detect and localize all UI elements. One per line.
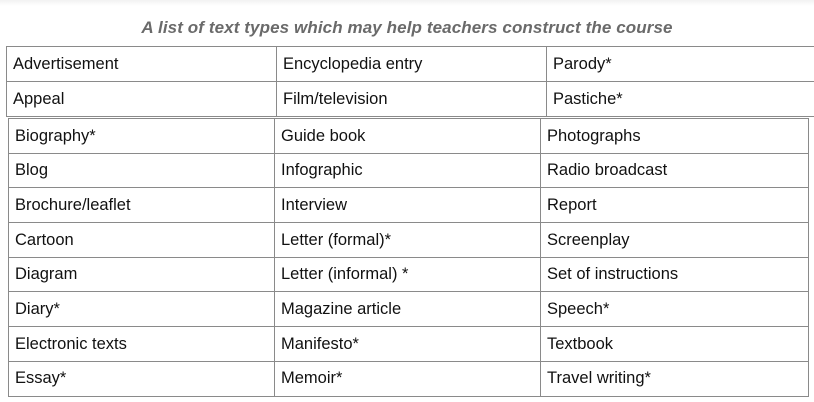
table-cell: Set of instructions <box>541 257 809 292</box>
table-cell: Screenplay <box>541 223 809 258</box>
table-cell: Memoir* <box>275 361 541 396</box>
table-caption: A list of text types which may help teachers construct the course <box>141 18 673 37</box>
text-types-table-lower <box>8 118 809 397</box>
table-cell: Textbook <box>541 327 809 362</box>
table-cell: Guide book <box>275 119 541 154</box>
table-row <box>9 119 809 154</box>
text-types-table-upper <box>6 46 814 117</box>
table-row <box>9 292 809 327</box>
table-cell: Photographs <box>541 119 809 154</box>
table-row <box>7 47 814 82</box>
table-cell: Manifesto* <box>275 327 541 362</box>
table-row <box>9 327 809 362</box>
table-cell: Interview <box>275 188 541 223</box>
table-cell: Report <box>541 188 809 223</box>
top-edge-strip <box>0 0 814 6</box>
table-cell: Diary* <box>9 292 275 327</box>
table-cell: Encyclopedia entry <box>277 47 547 82</box>
table-cell: Biography* <box>9 119 275 154</box>
table-cell: Blog <box>9 153 275 188</box>
table-cell: Diagram <box>9 257 275 292</box>
table-row <box>7 82 814 117</box>
table-cell: Cartoon <box>9 223 275 258</box>
table-cell: Radio broadcast <box>541 153 809 188</box>
table-cell: Speech* <box>541 292 809 327</box>
table-cell: Film/television <box>277 82 547 117</box>
table-row <box>9 153 809 188</box>
table-cell: Essay* <box>9 361 275 396</box>
table-cell: Electronic texts <box>9 327 275 362</box>
table-cell: Infographic <box>275 153 541 188</box>
table-cell: Travel writing* <box>541 361 809 396</box>
table-row <box>9 188 809 223</box>
table-cell: Letter (informal) * <box>275 257 541 292</box>
table-cell: Magazine article <box>275 292 541 327</box>
table-cell: Appeal <box>7 82 277 117</box>
table-cell: Parody* <box>547 47 814 82</box>
table-cell: Pastiche* <box>547 82 814 117</box>
table-cell: Advertisement <box>7 47 277 82</box>
table-row <box>9 223 809 258</box>
table-cell: Letter (formal)* <box>275 223 541 258</box>
table-row <box>9 361 809 396</box>
table-row <box>9 257 809 292</box>
table-cell: Brochure/leaflet <box>9 188 275 223</box>
